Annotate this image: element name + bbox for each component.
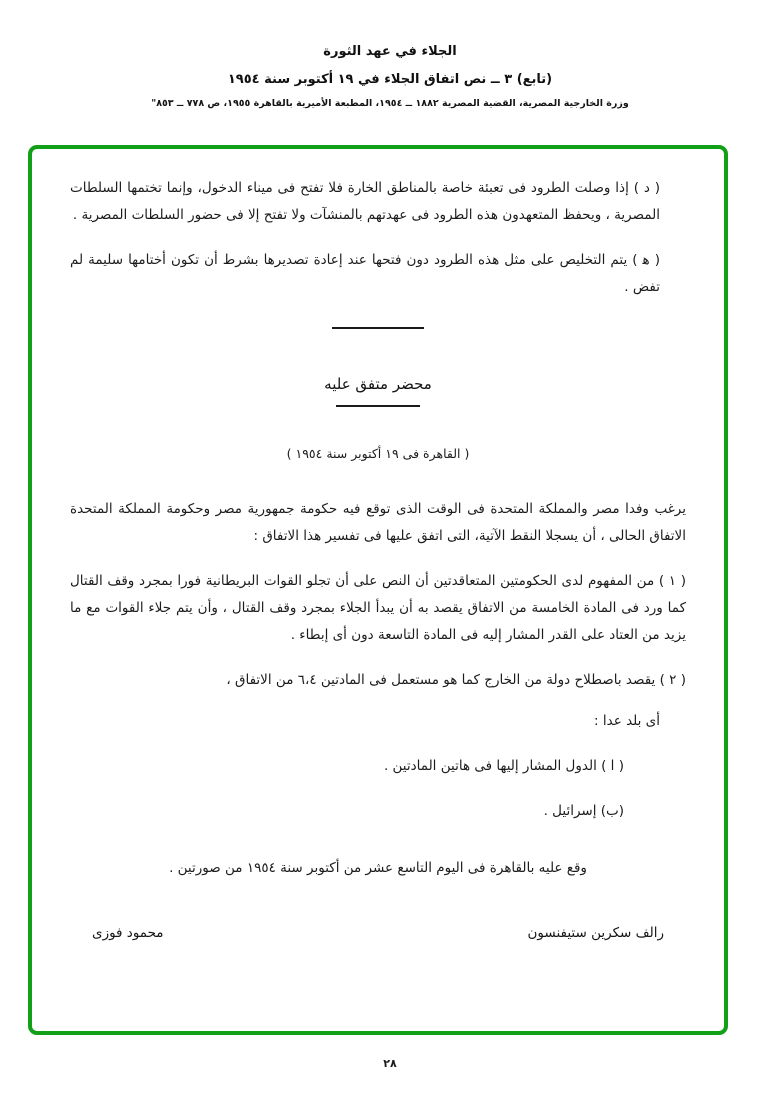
document-body — [70, 175, 686, 947]
signature-block — [70, 920, 686, 947]
page-number: ٢٨ — [383, 1057, 397, 1070]
signature-center: رالف سكرين ستيفنسون — [527, 924, 664, 941]
preamble-paragraph: يرغب وفدا مصر والمملكة المتحدة فى الوقت الذى توقع فيه حكومة جمهورية مصر وحكومة المملكة المتحدة الاتفاق الحالى ، أن يسجلا النقط الآتية، التى اتفق عليها فى تفسير هذا الاتفاق : — [70, 500, 686, 544]
sub-point-b: (ب) إسرائيل . — [543, 802, 624, 819]
minutes-heading: محضر متفق عليه — [324, 375, 432, 393]
point-2-paragraph: ( ٢ ) يقصد باصطلاح دولة من الخارج كما هو مستعمل فى المادتين ٦،٤ من الاتفاق ، — [226, 671, 686, 688]
bordered-content-frame — [28, 145, 728, 1035]
page-title: الجلاء في عهد الثورة — [323, 44, 457, 59]
signature-right: محمود فوزى — [92, 924, 164, 941]
source-citation: وزرة الخارجية المصرية، القضية المصرية ١٨٨٢ ــ ١٩٥٤، المطبعة الأميرية بالقاهرة ١٩٥٥، ص ٧٧٨ ــ ٨٥٣" — [151, 98, 629, 109]
closing-paragraph: وقع عليه بالقاهرة فى اليوم التاسع عشر من أكتوبر سنة ١٩٥٤ من صورتين . — [169, 859, 587, 876]
page-subtitle: (تابع) ٣ ــ نص اتفاق الجلاء في ١٩ أكتوبر سنة ١٩٥٤ — [227, 72, 553, 87]
place-and-date: ( القاهرة فى ١٩ أكتوبر سنة ١٩٥٤ ) — [286, 445, 470, 461]
section-divider-rule — [332, 327, 424, 329]
page-header — [0, 0, 780, 109]
minutes-heading-underline — [336, 405, 420, 407]
clause-d-paragraph: ( د ) إذا وصلت الطرود فى تعبئة خاصة بالمناطق الخارة فلا تفتح فى ميناء الدخول، وإنما تختمها السلطات المصرية ، ويحفظ المتعهدون هذه الطرود فى عهدتهم بالمنشآت ولا تفتح إلا فى حضور السلطات المصرية . — [70, 180, 660, 223]
sub-point-a: ( ا ) الدول المشار إليها فى هاتين المادتين . — [383, 757, 624, 774]
clause-h-paragraph: ( ﻫ ) يتم التخليص على مثل هذه الطرود دون فتحها عند إعادة تصديرها بشرط أن تكون أختامها سليمة لم تفض . — [70, 252, 660, 295]
point-2-continuation: أى بلد عدا : — [594, 712, 660, 729]
point-1-paragraph: ( ١ ) من المفهوم لدى الحكومتين المتعاقدتين أن النص على أن تجلو القوات البريطانية فورا بمجرد وقف القتال كما ورد فى المادة الخامسة من الاتفاق يقصد به أن يبدأ الجلاء بمجرد وقف القتال ، وأن يتم جلاء القوات مع ما يزيد من العتاد على القدر المشار إليه فى المادة التاسعة دون أى إبطاء . — [70, 572, 687, 643]
